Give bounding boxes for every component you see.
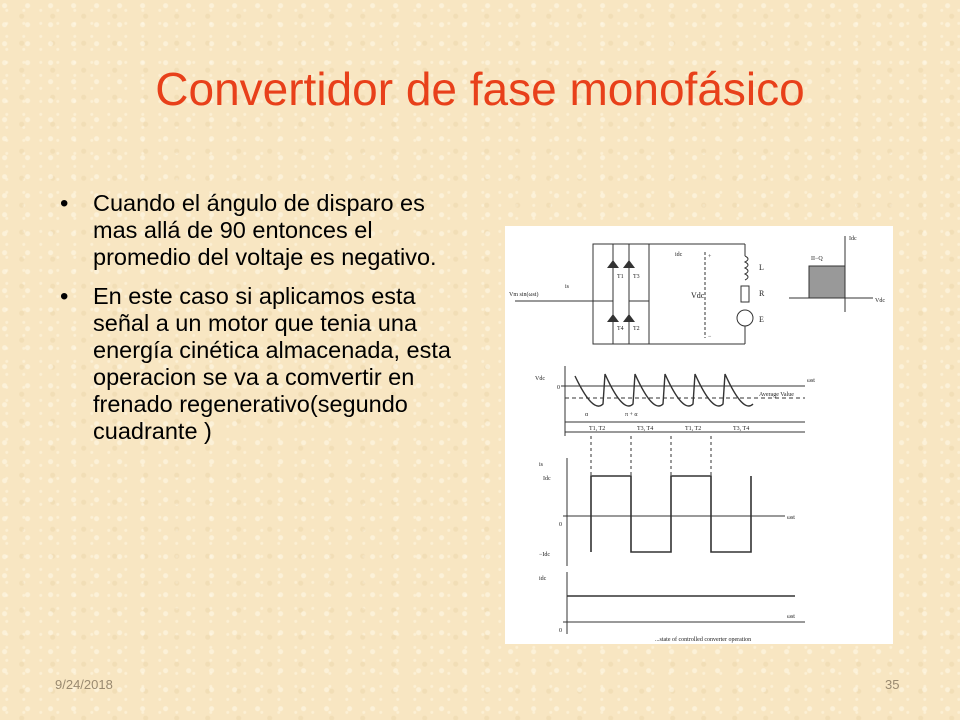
bullet-text: En este caso si aplicamos esta señal a un motor que tenia una energía cinética almacenada, esta operacion se va a comvertir en frenado regenerativo(segundo cuadrante ) — [93, 283, 451, 444]
converter-diagram — [505, 226, 893, 644]
thyristor-label: T4 — [617, 326, 624, 332]
thyristor-label: T2 — [633, 326, 640, 332]
quadrant-label: II−Q — [811, 256, 823, 262]
dc-voltage-label: Vdc — [691, 291, 705, 300]
quadrant-y-label: Idc — [849, 236, 857, 242]
thyristor-icon — [623, 260, 635, 268]
alpha-label: α — [585, 412, 589, 418]
thyristor-icon — [607, 260, 619, 268]
dc-current-label: idc — [675, 252, 683, 258]
thyristor-icon — [607, 314, 619, 322]
vdc-zero-label: 0 — [557, 385, 560, 391]
slide-title: Convertidor de fase monofásico — [155, 63, 805, 115]
is-y-label: is — [539, 462, 544, 468]
conduction-label: T1, T2 — [589, 426, 606, 432]
page-number: 35 — [885, 677, 900, 692]
idc-zero-label: 0 — [559, 628, 562, 634]
vdc-x-label: ωst — [807, 378, 815, 384]
bullet-item — [60, 283, 460, 445]
is-x-label: ωst — [787, 515, 795, 521]
resistor-label: R — [759, 289, 765, 298]
thyristor-symbols — [607, 260, 635, 322]
plus-label: + — [708, 254, 712, 260]
thyristor-icon — [623, 314, 635, 322]
converter-figure — [505, 226, 893, 644]
idc-x-label: ωst — [787, 614, 795, 620]
inductor-label: L — [759, 263, 764, 272]
figure-caption: ...state of controlled converter operation — [655, 637, 752, 643]
footer-date: 9/24/2018 — [55, 677, 113, 692]
average-label: Average Value — [759, 392, 794, 398]
source-label: Vm sin(ωst) — [509, 292, 539, 298]
bullet-text: Cuando el ángulo de disparo es mas allá de 90 entonces el promedio del voltaje es negativo. — [93, 190, 437, 270]
is-waveform — [563, 436, 785, 566]
is-pos-label: Idc — [543, 476, 551, 482]
is-zero-label: 0 — [559, 522, 562, 528]
idc-y-label: idc — [539, 576, 547, 582]
thyristor-label: T3 — [633, 274, 640, 280]
conduction-label: T3, T4 — [637, 426, 654, 432]
vdc-y-label: Vdc — [535, 376, 545, 382]
emf-label: E — [759, 315, 764, 324]
quadrant-x-label: Vdc — [875, 298, 885, 304]
source-current-label: is — [565, 284, 570, 290]
pi-alpha-label: π + α — [625, 412, 638, 418]
conduction-label: T3, T4 — [733, 426, 750, 432]
conduction-label: T1, T2 — [685, 426, 702, 432]
bullet-marker: • — [60, 190, 69, 217]
quadrant-diagram — [789, 236, 873, 312]
bullet-list — [60, 190, 460, 457]
bullet-marker: • — [60, 283, 69, 310]
bullet-item — [60, 190, 460, 271]
is-neg-label: −Idc — [539, 552, 551, 558]
idc-waveform — [563, 572, 805, 634]
thyristor-label: T1 — [617, 274, 624, 280]
minus-label: − — [708, 334, 712, 340]
